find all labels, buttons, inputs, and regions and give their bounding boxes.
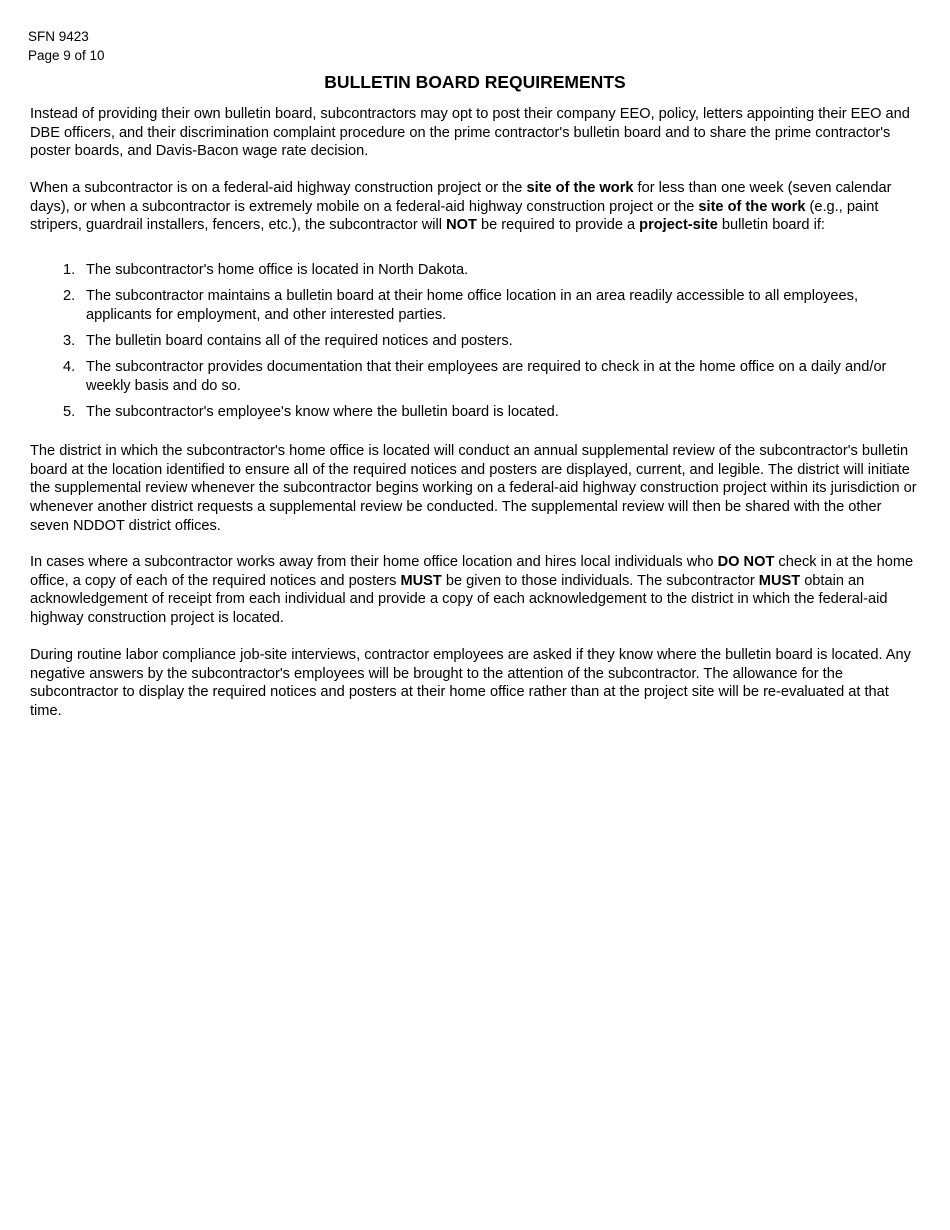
list-item (30, 287, 922, 324)
paragraph-text: In cases where a subcontractor works away from their home office location and hires local individuals who (30, 554, 718, 570)
page-number: Page 9 of 10 (28, 48, 105, 63)
emphasis-text: MUST (400, 572, 442, 589)
list-item-number: 2. (63, 288, 76, 305)
paragraph-job-site-interviews: During routine labor compliance job-site interviews, contractor employees are asked if they know where the bulletin board is located. Any negative answers by the subcontractor's employees will be brought to the attention of the subcontractor. The allowance for the subcontractor to display the required notices and posters at their home office rather than at the project site will be re-evaluated at that time. (30, 647, 911, 720)
paragraph-text: check in at the home office, a copy of each of the required notices and posters (30, 554, 914, 589)
paragraph-text: obtain an acknowledgement of receipt from each individual and provide a copy of each acknowledgement to the district in which the federal-aid highway construction project is located. (30, 572, 888, 627)
emphasis-text: NOT (446, 217, 477, 234)
list-item-number: 4. (63, 359, 76, 376)
paragraph-text: for less than one week (seven calendar days), or when a subcontractor is extremely mobile on a federal-aid highway construction project or the (30, 180, 892, 215)
list-item (30, 403, 922, 422)
list-item-text: The subcontractor provides documentation that their employees are required to check in at the home office on a daily and/or weekly basis and do so. (86, 359, 887, 395)
paragraph-exemption-conditions (30, 179, 922, 235)
paragraph-local-hires (30, 553, 922, 628)
requirements-list (30, 261, 922, 429)
list-item-text: The subcontractor maintains a bulletin board at their home office location in an area readily accessible to all employees, applicants for employment, and other interested parties. (86, 288, 859, 323)
paragraph-text: bulletin board if: (717, 217, 825, 234)
emphasis-text: DO NOT (717, 554, 775, 570)
paragraph-text: When a subcontractor is on a federal-aid highway construction project or the (30, 180, 527, 196)
emphasis-text: site of the work (698, 198, 806, 215)
page-title: BULLETIN BOARD REQUIREMENTS (324, 72, 626, 92)
list-item-text: The subcontractor's home office is located in North Dakota. (86, 262, 469, 278)
emphasis-text: site of the work (526, 180, 634, 196)
paragraph-intro: Instead of providing their own bulletin board, subcontractors may opt to post their company EEO, policy, letters appointing their EEO and DBE officers, and their discrimination complaint procedure on the prime contractor's bulletin board and to share the prime contractor's poster boards, and Davis-Bacon wage rate decision. (30, 106, 910, 160)
list-item (30, 332, 922, 351)
list-item-number: 1. (63, 262, 76, 278)
paragraph-text: be given to those individuals. The subcontractor (441, 572, 759, 589)
list-item-number: 3. (63, 333, 76, 350)
emphasis-text: project-site (639, 217, 718, 234)
paragraph-text: (e.g., paint stripers, guardrail installers, fencers, etc.), the subcontractor will (30, 198, 879, 234)
list-item (30, 261, 922, 280)
paragraph-supplemental-review: The district in which the subcontractor's home office is located will conduct an annual supplemental review of the subcontractor's bulletin board at the location identified to ensure all of the required notices and posters are displayed, current, and legible. The district will initiate the supplemental review whenever the subcontractor begins working on a federal-aid highway construction project within its jurisdiction or whenever another district requests a supplemental review be conducted. The supplemental review will then be shared with the other seven NDDOT district offices. (30, 443, 917, 534)
list-item-number: 5. (63, 404, 76, 421)
list-item-text: The bulletin board contains all of the required notices and posters. (86, 333, 513, 350)
list-item-text: The subcontractor's employee's know where the bulletin board is located. (86, 404, 559, 421)
paragraph-text: be required to provide a (476, 217, 640, 234)
list-item (30, 358, 922, 395)
emphasis-text: MUST (758, 572, 801, 589)
form-id: SFN 9423 (28, 29, 89, 44)
